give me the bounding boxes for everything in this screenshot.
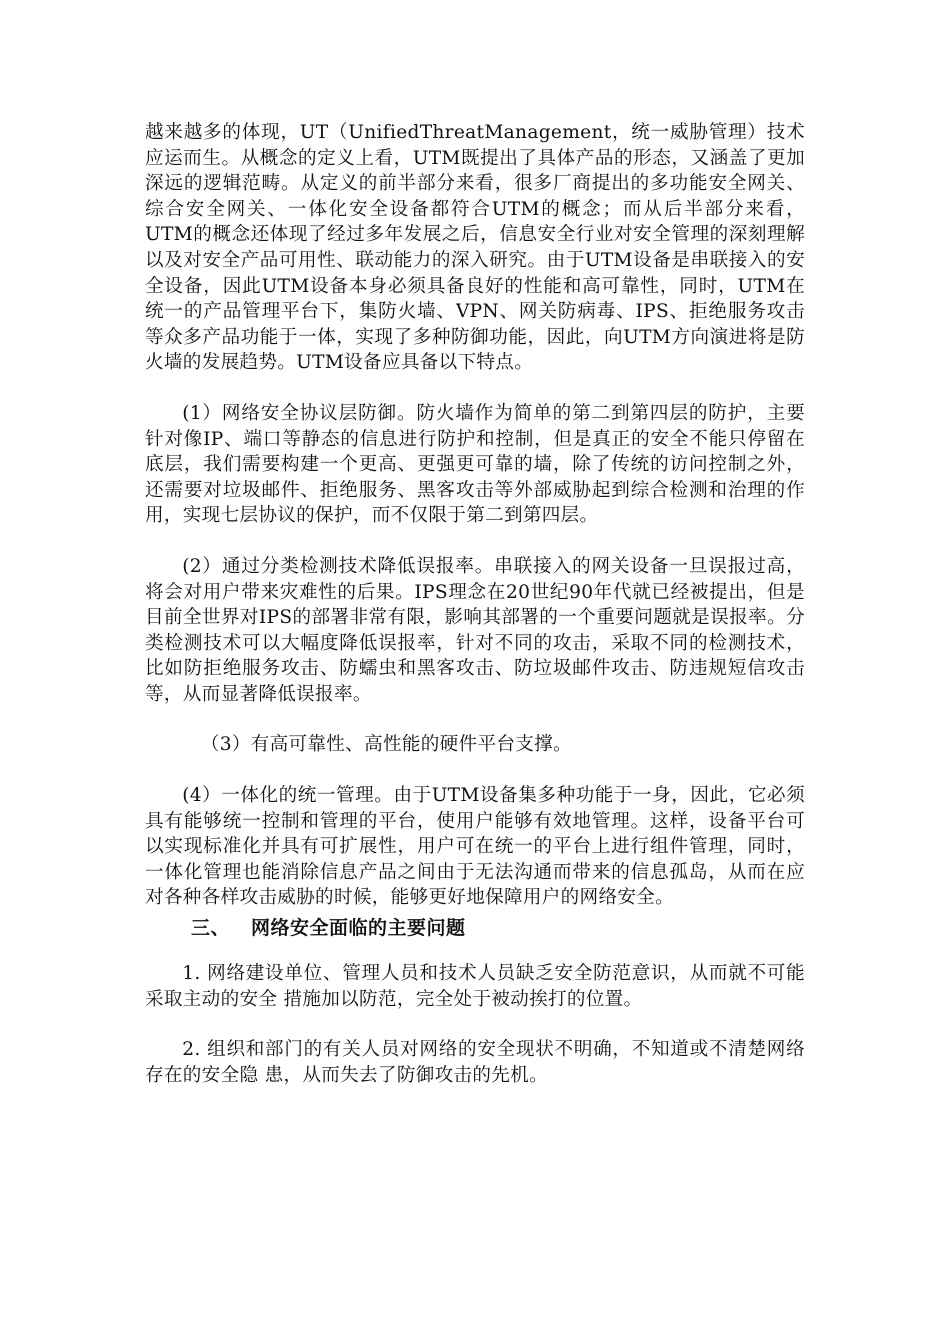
document-page (145, 120, 805, 1113)
point-2-paragraph: (2）通过分类检测技术降低误报率。串联接入的网关设备一旦误报过高，将会对用户带来灾难性的后果。IPS理念在20世纪90年代就已经被提出，但是目前全世界对IPS的部署非常有限，影响其部署的一个重要问题就是误报率。分类检测技术可以大幅度降低误报率，针对不同的攻击，采取不同的检测技术，比如防拒绝服务攻击、防蠕虫和黑客攻击、防垃圾邮件攻击、防违规短信攻击等，从而显著降低误报率。 (145, 555, 805, 705)
section-title: 网络安全面临的主要问题 (251, 917, 466, 940)
intro-paragraph: 越来越多的体现，UT（UnifiedThreatManagement，统一威胁管理）技术应运而生。从概念的定义上看，UTM既提出了具体产品的形态，又涵盖了更加深远的逻辑范畴。从定义的前半部分来看，很多厂商提出的多功能安全网关、综合安全网关、一体化安全设备都符合UTM的概念；而从后半部分来看，UTM的概念还体现了经过多年发展之后，信息安全行业对安全管理的深刻理解以及对安全产品可用性、联动能力的深入研究。由于UTM设备是串联接入的安全设备，因此UTM设备本身必须具备良好的性能和高可靠性，同时，UTM在统一的产品管理平台下，集防火墙、VPN、网关防病毒、IPS、拒绝服务攻击等众多产品功能于一体，实现了多种防御功能，因此，向UTM方向演进将是防火墙的发展趋势。UTM设备应具备以下特点。 (145, 122, 805, 374)
problem-2-paragraph: 2. 组织和部门的有关人员对网络的安全现状不明确，不知道或不清楚网络存在的安全隐 患，从而失去了防御攻击的先机。 (145, 1039, 805, 1086)
section-heading (145, 915, 805, 941)
section-number: 三、 (191, 917, 231, 940)
point-3-paragraph: （3）有高可靠性、高性能的硬件平台支撑。 (200, 734, 572, 756)
problem-1-paragraph: 1. 网络建设单位、管理人员和技术人员缺乏安全防范意识，从而就不可能采取主动的安全 措施加以防范，完全处于被动挨打的位置。 (145, 963, 805, 1010)
point-1-paragraph: (1）网络安全协议层防御。防火墙作为简单的第二到第四层的防护，主要针对像IP、端口等静态的信息进行防护和控制，但是真正的安全不能只停留在底层，我们需要构建一个更高、更强更可靠的墙，除了传统的访问控制之外，还需要对垃圾邮件、拒绝服务、黑客攻击等外部威胁起到综合检测和治理的作用，实现七层协议的保护，而不仅限于第二到第四层。 (145, 402, 805, 527)
point-4-paragraph: (4）一体化的统一管理。由于UTM设备集多种功能于一身，因此，它必须具有能够统一控制和管理的平台，使用户能够有效地管理。这样，设备平台可以实现标准化并具有可扩展性，用户可在统一的平台上进行组件管理，同时，一体化管理也能消除信息产品之间由于无法沟通而带来的信息孤岛，从而在应对各种各样攻击威胁的时候，能够更好地保障用户的网络安全。 (145, 785, 805, 909)
